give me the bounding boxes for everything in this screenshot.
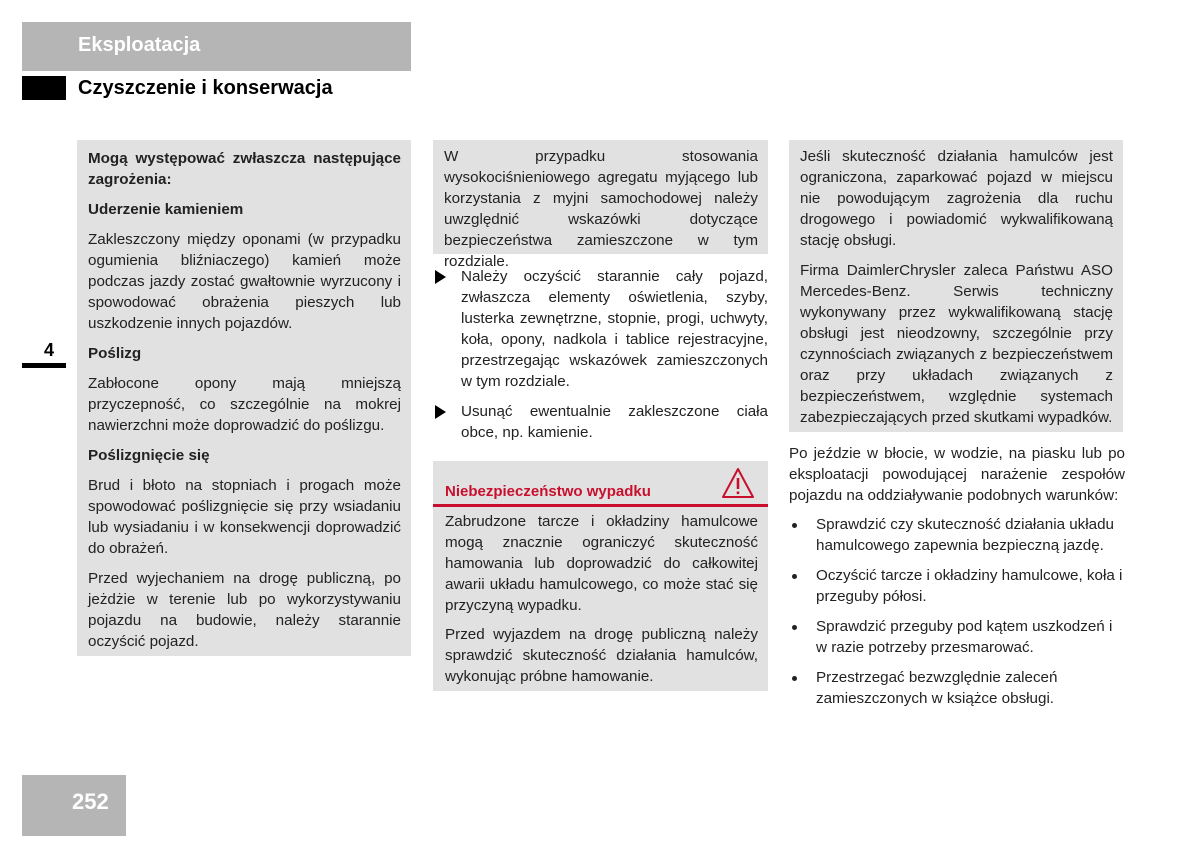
warning-text-1: Zabrudzone tarcze i okładziny hamulcowe mogą znacznie ograniczyć skuteczność hamowania lub doprowadzić do całkowitej awarii układu hamulcowego, co może stać się przyczyną wypadku. bbox=[445, 513, 758, 614]
skid-text: Zabłocone opony mają mniejszą przyczepność, co szczególnie na mokrej nawierzchni może doprowadzić do poślizgu. bbox=[88, 375, 401, 434]
slip-text: Brud i błoto na stopniach i progach może spowodować poślizgnięcie się przy wsiadaniu lub wysiadaniu i w konsekwencji doprowadzić do obrażeń. bbox=[88, 477, 401, 557]
skid-heading: Poślizg bbox=[88, 345, 142, 362]
brake-note-text-1: Jeśli skuteczność działania hamulców jest ograniczona, zaparkować pojazd w miejscu nie powodującym zagrożenia dla ruchu drogowego i powiadomić wykwalifikowaną stację obsługi. bbox=[800, 148, 1113, 249]
instruction-item bbox=[433, 266, 768, 392]
before-driving-text: Przed wyjechaniem na drogę publiczną, po jeżdżie w terenie lub po wykorzystywaniu pojazdu na budowie, należy starannie oczyścić pojazd. bbox=[88, 570, 401, 650]
warning-header bbox=[433, 461, 768, 507]
list-item-text: Sprawdzić czy skuteczność działania układu hamulcowego zapewnia bezpieczną jazdę. bbox=[816, 516, 1114, 554]
arrow-icon bbox=[435, 405, 446, 419]
section-title: Czyszczenie i konserwacja bbox=[78, 77, 333, 99]
arrow-icon bbox=[435, 270, 446, 284]
instruction-text: Usunąć ewentualnie zakleszczone ciała obce, np. kamienie. bbox=[461, 403, 768, 441]
instruction-text: Należy oczyścić starannie cały pojazd, zwłaszcza elementy oświetlenia, szyby, lusterka zewnętrzne, stopnie, progi, uchwyty, koła, opony, nadkola i tablice rejestracyjne, przestrzegając wskazówek zamieszczonych w tym rozdziale. bbox=[461, 268, 768, 390]
list-item bbox=[789, 616, 1125, 658]
instruction-item bbox=[433, 401, 768, 443]
list-item bbox=[789, 514, 1125, 556]
slip-heading: Poślizgnięcie się bbox=[88, 447, 210, 464]
list-item-text: Przestrzegać bezwzględnie zaleceń zamieszczonych w książce obsługi. bbox=[816, 669, 1058, 707]
brake-note-text-2: Firma DaimlerChrysler zaleca Państwu ASO Mercedes-Benz. Serwis techniczny wykonywany przez wykwalifikowaną stację obsługi jest nieodzowny, szczególnie przy czynnościach związanych z bezpieczeństwem oraz przy układach związanych z bezpieczeństwem, względnie systemach zabezpieczających przed skutkami wypadków. bbox=[800, 262, 1113, 426]
bullet-dot-icon bbox=[792, 523, 797, 528]
bullet-dot-icon bbox=[792, 676, 797, 681]
list-item-text: Sprawdzić przeguby pod kątem uszkodzeń i w razie potrzeby przesmarować. bbox=[816, 618, 1113, 656]
page-number: 252 bbox=[72, 789, 109, 814]
list-item bbox=[789, 565, 1125, 607]
after-offroad-intro: Po jeździe w błocie, w wodzie, na piasku lub po eksploatacji powodującej narażenie zespołów pojazdu na oddziaływanie podobnych warunków: bbox=[789, 445, 1125, 504]
stone-text: Zakleszczony między oponami (w przypadku ogumienia bliźniaczego) kamień może podczas jazdy zostać gwałtownie wyrzucony i spowodować obrażenia pieszych lub uszkodzenie innych pojazdów. bbox=[88, 231, 401, 332]
hazards-box bbox=[77, 140, 411, 656]
pressure-washer-note bbox=[433, 140, 768, 270]
chapter-title: Eksploatacja bbox=[78, 34, 201, 56]
list-item bbox=[789, 667, 1125, 709]
stone-heading: Uderzenie kamieniem bbox=[88, 201, 244, 218]
after-offroad-section bbox=[789, 443, 1125, 718]
chapter-tab bbox=[22, 338, 66, 368]
warning-body bbox=[445, 511, 758, 695]
warning-text-2: Przed wyjazdem na drogę publiczną należy sprawdzić skuteczność działania hamulców, wykonując próbne hamowanie. bbox=[445, 626, 758, 685]
pressure-washer-text: W przypadku stosowania wysokociśnieniowego agregatu myjącego lub korzystania z myjni samochodowej należy uwzględnić wskazówki dotyczące bezpieczeństwa zamieszczone w tym rozdziale. bbox=[444, 148, 758, 270]
instruction-list bbox=[433, 266, 768, 452]
chapter-tab-number: 4 bbox=[44, 340, 55, 360]
hazards-heading: Mogą występować zwłaszcza następujące zagrożenia: bbox=[88, 150, 401, 188]
warning-title: Niebezpieczeństwo wypadku bbox=[445, 483, 651, 500]
chapter-tab-line bbox=[22, 363, 66, 368]
brake-note-box bbox=[789, 140, 1123, 432]
bullet-dot-icon bbox=[792, 574, 797, 579]
warning-triangle-icon bbox=[721, 467, 755, 499]
warning-box bbox=[433, 461, 768, 691]
bullet-dot-icon bbox=[792, 625, 797, 630]
section-marker bbox=[22, 76, 66, 100]
list-item-text: Oczyścić tarcze i okładziny hamulcowe, koła i przeguby półosi. bbox=[816, 567, 1123, 605]
